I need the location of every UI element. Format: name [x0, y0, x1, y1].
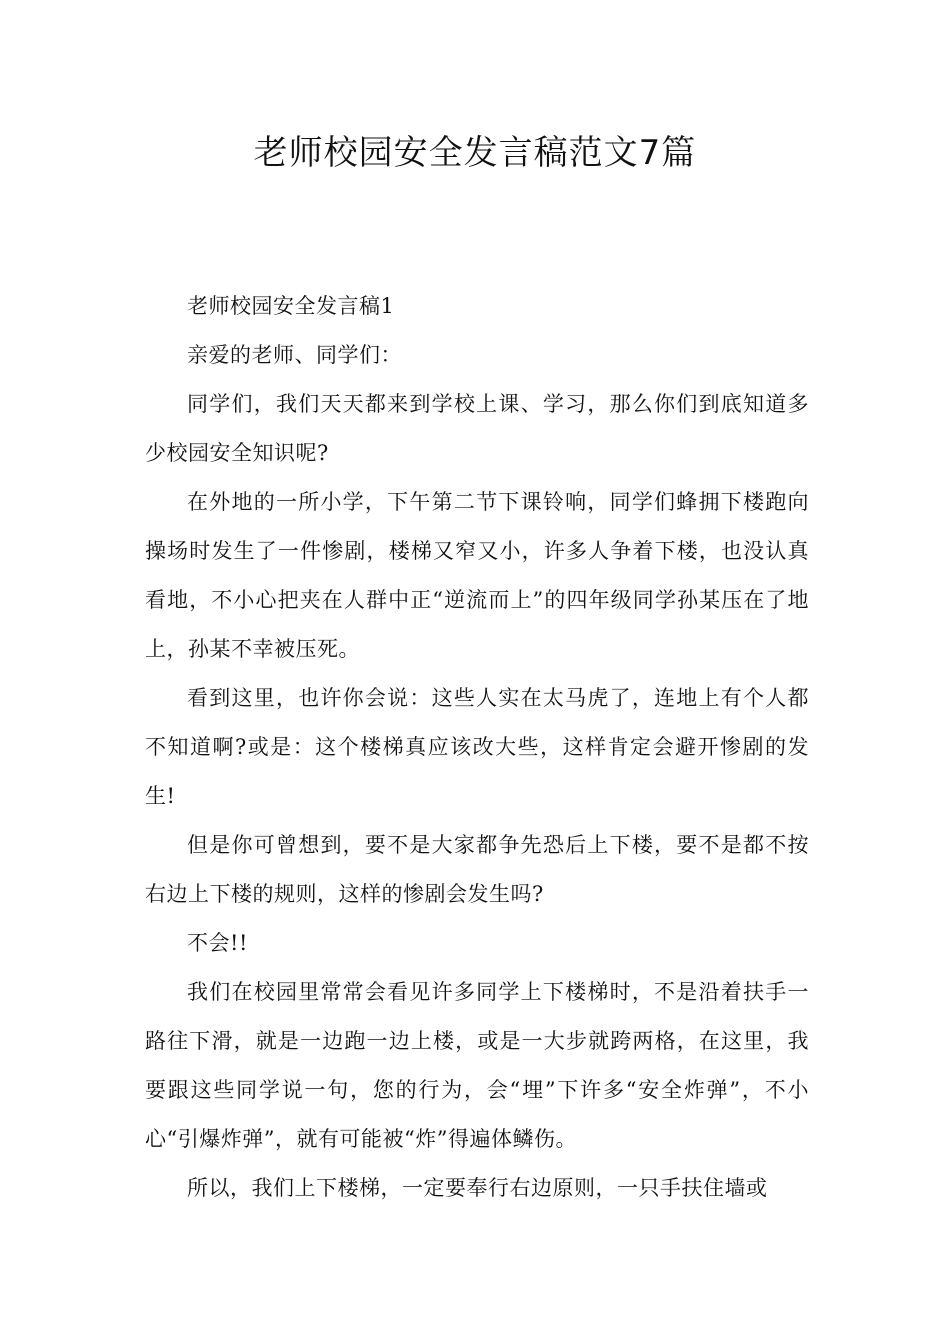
paragraph: 但是你可曾想到，要不是大家都争先恐后上下楼，要不是都不按右边上下楼的规则，这样的惨剧会发生吗? — [145, 833, 809, 906]
section-heading: 老师校园安全发言稿1 — [187, 294, 395, 318]
paragraph: 所以，我们上下楼梯，一定要奉行右边原则，一只手扶住墙或 — [187, 1176, 768, 1200]
document-body — [145, 282, 809, 1213]
paragraph: 不会!! — [187, 931, 248, 955]
paragraph: 我们在校园里常常会看见许多同学上下楼梯时，不是沿着扶手一路往下滑，就是一边跑一边上楼，或是一大步就跨两格，在这里，我要跟这些同学说一句，您的行为，会“埋”下许多“安全炸弹”，不小心“引爆炸弹”，就有可能被“炸”得遍体鳞伤。 — [145, 980, 809, 1151]
salutation: 亲爱的老师、同学们： — [187, 343, 402, 367]
document-title: 老师校园安全发言稿范文7篇 — [253, 133, 697, 173]
paragraph: 同学们，我们天天都来到学校上课、学习，那么你们到底知道多少校园安全知识呢? — [145, 392, 809, 465]
paragraph: 看到这里，也许你会说：这些人实在太马虎了，连地上有个人都不知道啊?或是：这个楼梯真应该改大些，这样肯定会避开惨剧的发生! — [145, 686, 809, 808]
paragraph: 在外地的一所小学，下午第二节下课铃响，同学们蜂拥下楼跑向操场时发生了一件惨剧，楼梯又窄又小，许多人争着下楼，也没认真看地，不小心把夹在人群中正“逆流而上”的四年级同学孙某压在了地上，孙某不幸被压死。 — [145, 490, 809, 661]
